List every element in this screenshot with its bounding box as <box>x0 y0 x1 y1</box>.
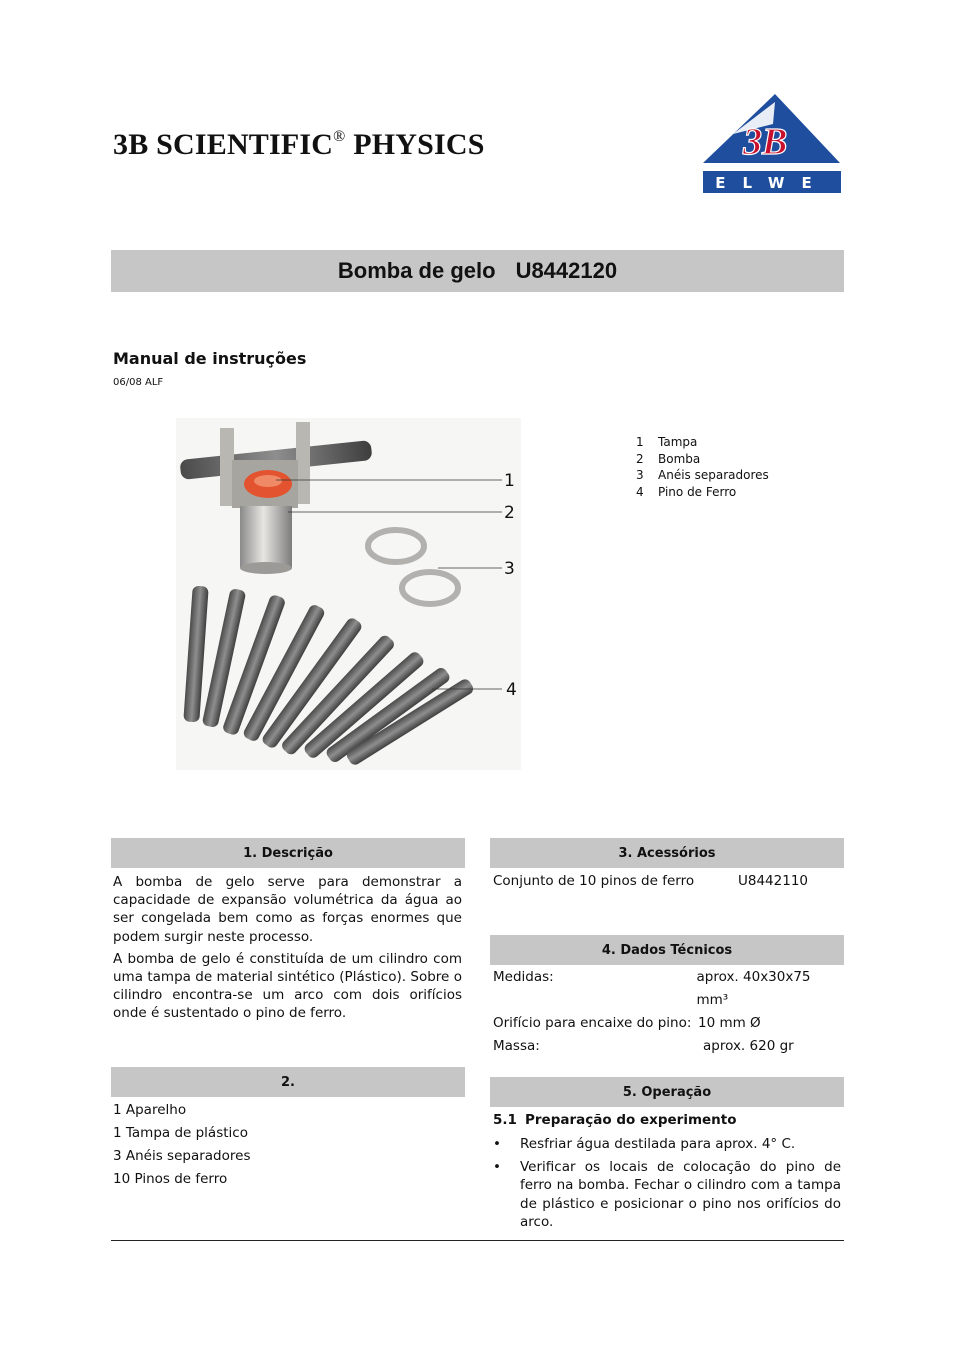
tech-data-label: Medidas: <box>493 969 554 985</box>
tech-data-row <box>493 966 844 1012</box>
section-4-heading: 4. Dados Técnicos <box>490 935 844 965</box>
list-item: 1 Tampa de plástico <box>113 1125 248 1141</box>
subsection-title: Preparação do experimento <box>525 1112 737 1128</box>
3b-elwe-logo <box>703 94 843 194</box>
section-2-heading: 2. <box>111 1067 465 1097</box>
brand-title <box>113 128 485 162</box>
section-1-paragraph: A bomba de gelo é constituída de um cilindro com uma tampa de material sintético (Plástico). Sobre o cilindro encontra-se um arco com dois orifícios onde é sustentado o pino de ferro. <box>113 950 462 1022</box>
figure-callout-4: 4 <box>506 680 517 700</box>
brand-registered-mark: ® <box>333 128 346 145</box>
figure-callout-2: 2 <box>504 503 515 523</box>
bullet-glyph: • <box>493 1136 501 1152</box>
accessory-row <box>493 870 842 893</box>
bullet-glyph: • <box>493 1159 501 1176</box>
section-1-paragraph: A bomba de gelo serve para demonstrar a capacidade de expansão volumétrica da água ao ser congelada bem como as forças enormes que podem surgir neste processo. <box>113 874 462 945</box>
figure-callout-3: 3 <box>504 559 515 579</box>
figure-callout-1: 1 <box>504 471 515 491</box>
part-number: 1 <box>636 435 644 449</box>
product-title-bar <box>111 250 844 292</box>
list-item: 1 Aparelho <box>113 1102 187 1118</box>
logo-band-text: ELWE <box>715 174 829 192</box>
manual-date: 06/08 ALF <box>113 377 164 388</box>
list-item: 3 Anéis separadores <box>113 1148 251 1164</box>
product-name: Bomba de gelo <box>337 258 496 283</box>
parts-legend-item <box>636 434 769 451</box>
parts-legend-item <box>636 451 769 468</box>
part-number: 3 <box>636 468 644 482</box>
logo-registered-mark: ® <box>806 135 814 144</box>
section-3-heading: 3. Acessórios <box>490 838 844 868</box>
logo-3b-text: 3B <box>743 121 788 163</box>
tech-data-value: aprox. 40x30x75 mm³ <box>696 969 811 1008</box>
part-number: 4 <box>636 484 644 499</box>
section-1-heading: 1. Descrição <box>111 838 465 868</box>
section-2-list <box>113 1099 462 1191</box>
section-5-heading: 5. Operação <box>490 1077 844 1107</box>
tech-data-value: aprox. 620 gr <box>703 1038 794 1054</box>
manual-heading: Manual de instruções <box>113 349 307 368</box>
part-number: 2 <box>636 451 644 466</box>
subsection-number: 5.1 <box>493 1112 517 1128</box>
tech-data-value: 10 mm Ø <box>698 1015 761 1031</box>
brand-tail: PHYSICS <box>345 128 485 161</box>
section-1-body <box>113 873 462 1023</box>
bullet-item <box>493 1135 841 1153</box>
brand-main: 3B SCIENTIFIC <box>113 128 334 161</box>
product-photo <box>176 418 521 770</box>
part-label: Pino de Ferro <box>658 484 737 499</box>
bullet-text: Resfriar água destilada para aprox. 4° C. <box>520 1136 796 1152</box>
part-label: Anéis separadores <box>658 468 769 482</box>
section-5-1-heading <box>493 1111 841 1129</box>
tech-data-label: Orifício para encaixe do pino: <box>493 1015 692 1031</box>
parts-legend-item <box>636 484 769 501</box>
tech-data-row <box>493 1012 844 1035</box>
part-label: Bomba <box>658 451 701 466</box>
bullet-item <box>493 1158 841 1231</box>
accessory-code: U8442110 <box>738 873 809 889</box>
accessory-label: Conjunto de 10 pinos de ferro <box>493 873 695 889</box>
product-code: U8442120 <box>515 258 618 283</box>
parts-legend-item <box>636 467 769 484</box>
bullet-text: Verificar os locais de colocação do pino de ferro na bomba. Fechar o cilindro com a tampa de plástico e posicionar o pino nos orifícios do arco. <box>520 1159 841 1230</box>
tech-data-table <box>493 966 844 1058</box>
parts-legend <box>636 434 769 500</box>
list-item: 10 Pinos de ferro <box>113 1171 228 1187</box>
tech-data-row <box>493 1035 844 1058</box>
section-5-bullets <box>493 1135 841 1231</box>
footer-divider <box>111 1240 844 1241</box>
part-label: Tampa <box>658 435 698 449</box>
tech-data-label: Massa: <box>493 1038 540 1054</box>
